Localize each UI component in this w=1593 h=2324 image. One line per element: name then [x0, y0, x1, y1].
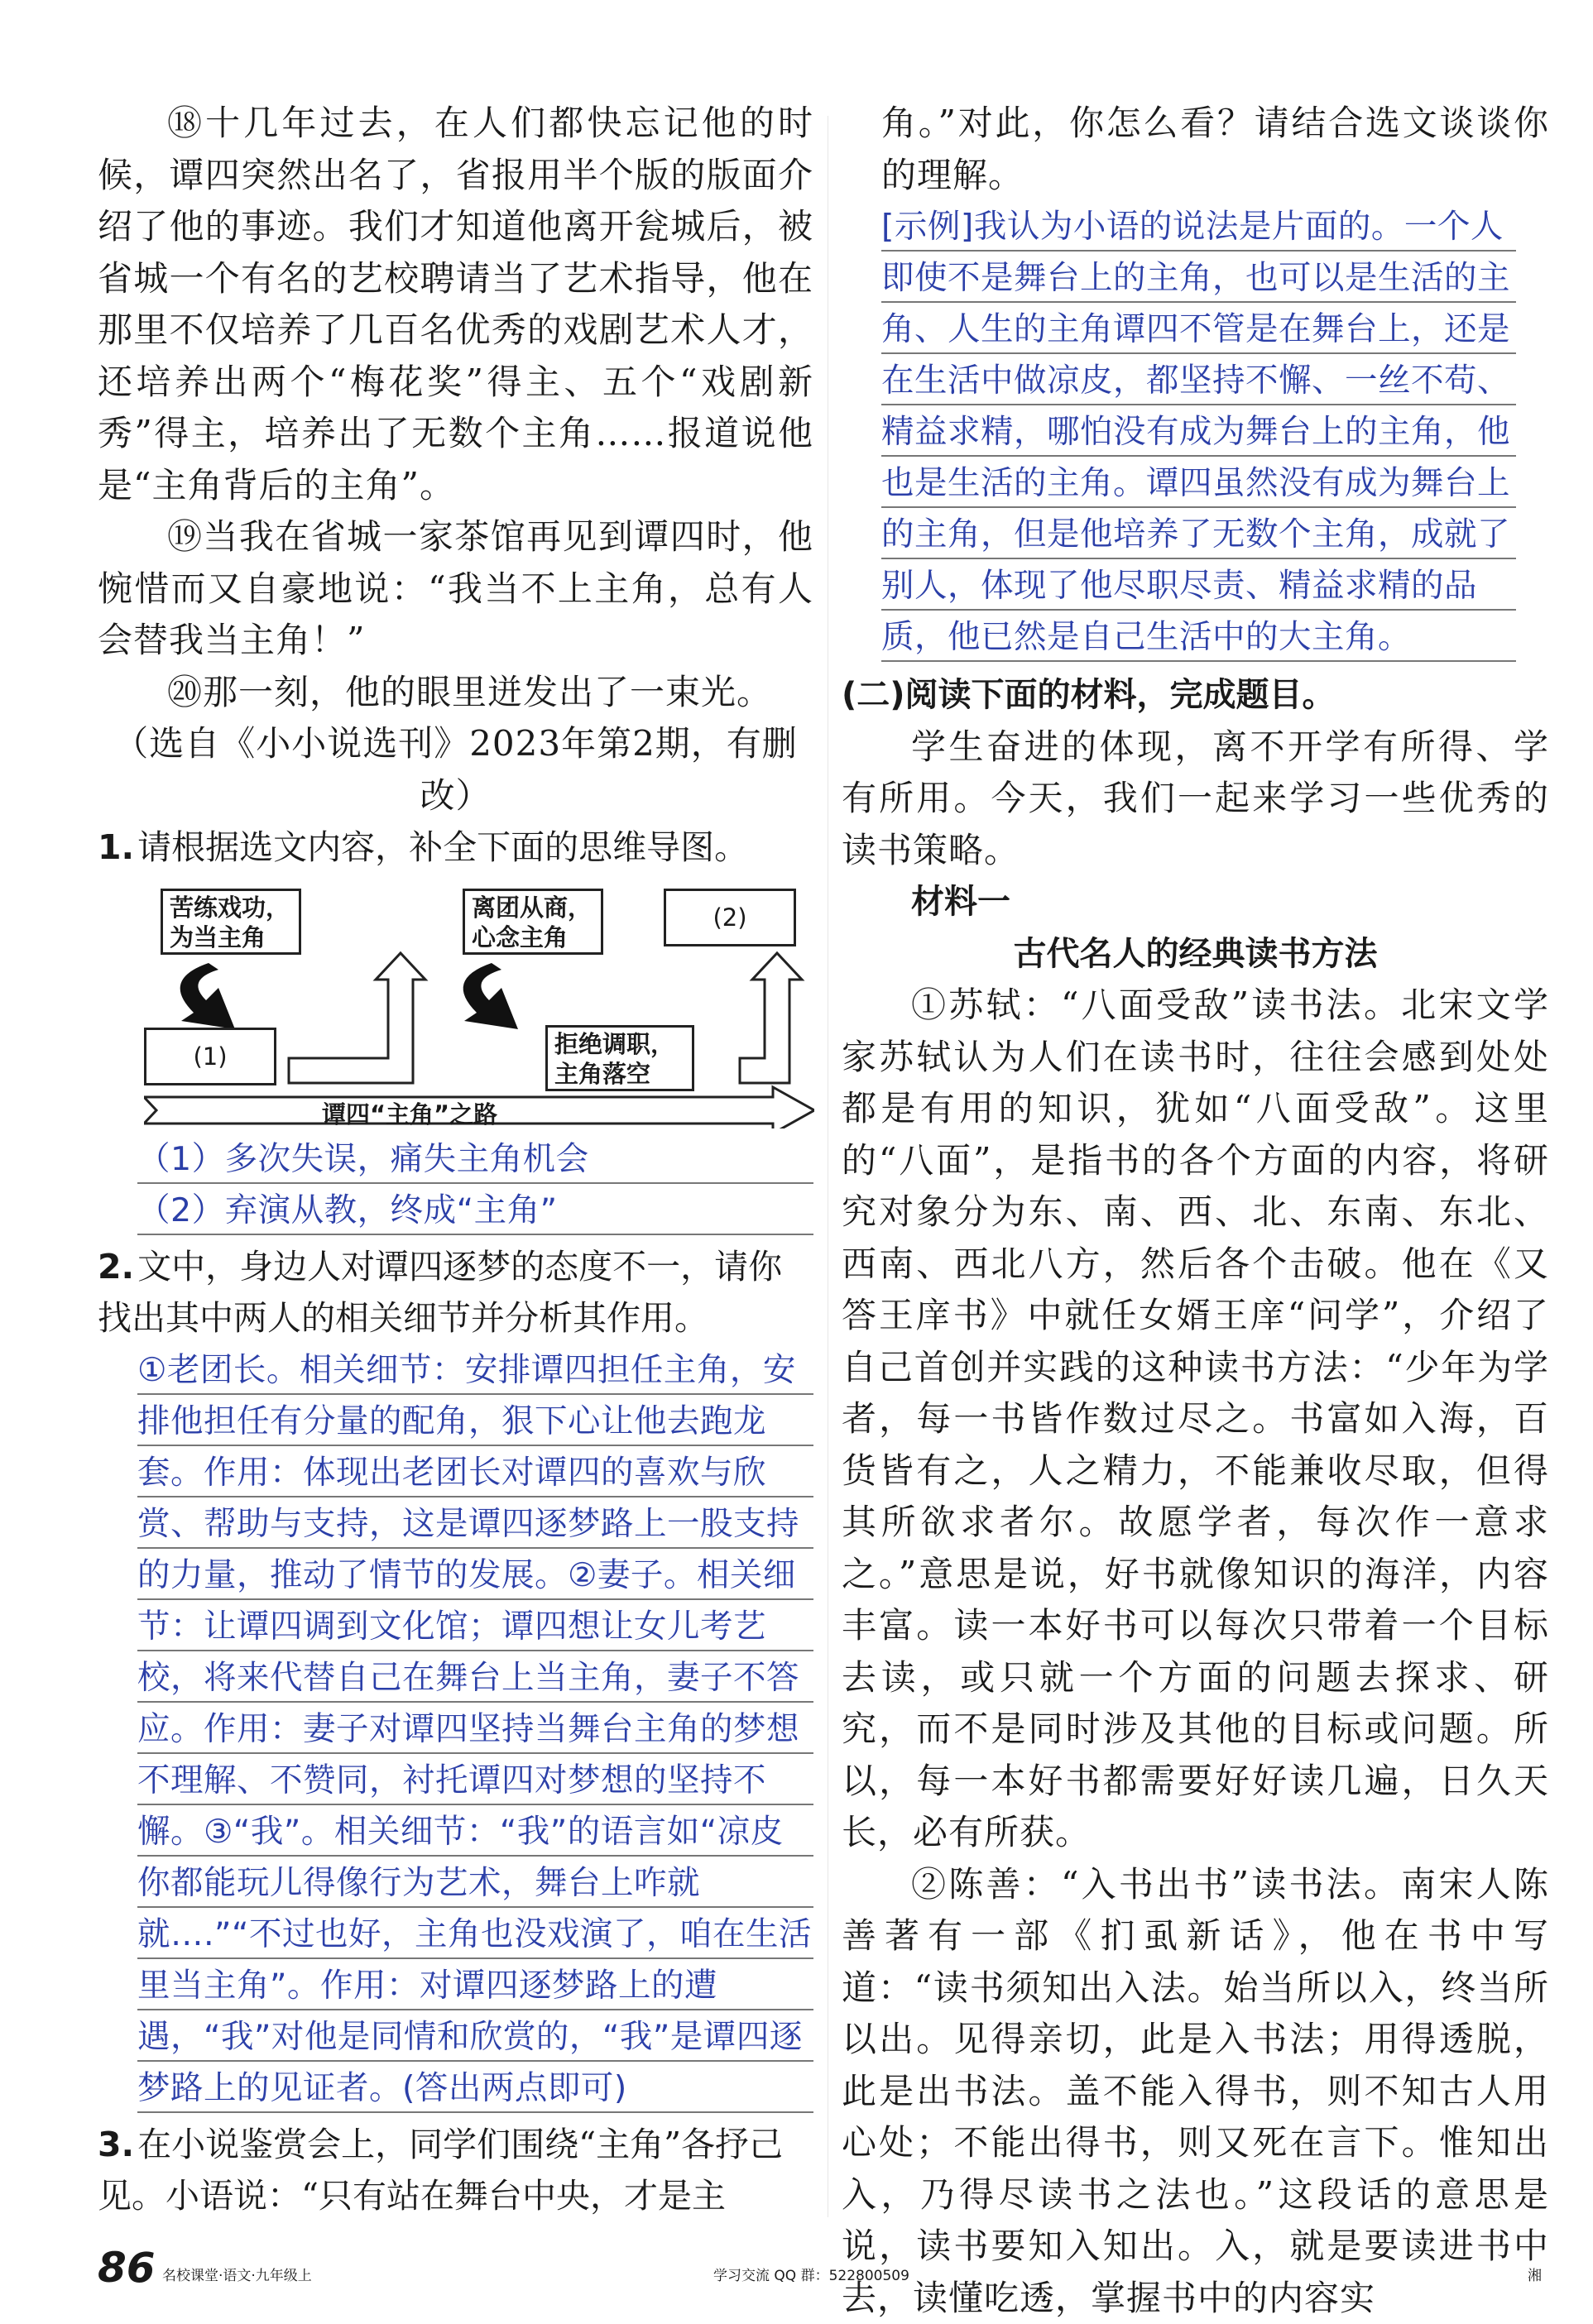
curve-arrow-2 — [463, 963, 518, 1029]
box-practice: 苦练戏功，为当主角 — [161, 889, 301, 955]
material-label: 材料一 — [911, 876, 1549, 928]
paragraph-18: ⑱十几年过去，在人们都快忘记他的时候，谭四突然出名了，省报用半个版的版面介绍了他的事迹。我们才知道他离开瓮城后，被省城一个有名的艺校聘请当了艺术指导，他在那里不仅培养了几百名优秀的戏剧艺术人才，还培养出两个“梅花奖”得主、五个“戏剧新秀”得主，培养出了无数个主角……报道说他是“主角背后的主角”。 — [98, 98, 813, 511]
question-2: 2.文中，身边人对谭四逐梦的态度不一，请你找出其中两人的相关细节并分析其作用。 — [98, 1241, 813, 1344]
question-3-continued: 角。”对此，你怎么看？请结合选文谈谈你的理解。 — [881, 98, 1549, 201]
qq-group: 学习交流 QQ 群：522800509 — [713, 2264, 909, 2284]
box-refuse: 拒绝调职，主角落空 — [545, 1025, 694, 1091]
page-number: 86 — [98, 2244, 156, 2292]
mind-map — [144, 880, 814, 1128]
answer-3: [示例]我认为小语的说法是片面的。一个人即使不是舞台上的主角，也可以是生活的主角、人生的主角谭四不管是在舞台上，还是在生活中做凉皮，都坚持不懈、一丝不苟、精益求精，哪怕没有成为舞台上的主角，他也是生活的主角。谭四虽然没有成为舞台上的主角，但是他培养了无数个主角，成就了别人，体现了他尽职尽责、精益求精的品质，他已然是自己生活中的大主角。 — [881, 201, 1516, 663]
question-1: 1.请根据选文内容，补全下面的思维导图。 — [98, 822, 813, 874]
box-blank-1: (1) — [144, 1028, 276, 1085]
source-citation: （选自《小小说选刊》2023年第2期，有删改） — [98, 718, 813, 822]
section-2-heading: (二)阅读下面的材料，完成题目。 — [842, 669, 1549, 721]
up-arrow-1 — [289, 953, 425, 1083]
book-title: 名校课堂·语文·九年级上 — [162, 2264, 312, 2284]
intro-paragraph: 学生奋进的体现，离不开学有所得、学有所用。今天，我们一起来学习一些优秀的读书策略。 — [842, 721, 1549, 877]
material-title: 古代名人的经典读书方法 — [842, 928, 1549, 980]
paragraph-19: ⑲当我在省城一家茶馆再见到谭四时，他惋惜而又自豪地说：“我当不上主角，总有人会替我当主角！” — [98, 511, 813, 667]
up-arrow-2 — [740, 953, 802, 1083]
road-label: 谭四“主角”之路 — [322, 1096, 497, 1130]
curve-arrow-1 — [180, 963, 235, 1029]
answer-2: ①老团长。相关细节：安排谭四担任主角，安排他担任有分量的配角，狠下心让他去跑龙套。作用：体现出老团长对谭四的喜欢与欣赏、帮助与支持，这是谭四逐梦路上一股支持的力量，推动了情节的发展。②妻子。相关细节：让谭四调到文化馆；谭四想让女儿考艺校，将来代替自己在舞台上当主角，妻子不答应。作用：妻子对谭四坚持当舞台主角的梦想不理解、不赞同，衬托谭四对梦想的坚持不懈。③“我”。相关细节：“我”的语言如“凉皮你都能玩儿得像行为艺术，舞台上咋就就….”“不过也好，主角也没戏演了，咱在生活里当主角”。作用：对谭四逐梦路上的遭遇，“我”对他是同情和欣赏的，“我”是谭四逐梦路上的见证者。(答出两点即可) — [137, 1344, 813, 2114]
region-mark: 湘 — [1528, 2264, 1542, 2284]
answer-1-1: （1）多次失误，痛失主角机会 — [137, 1133, 813, 1185]
paragraph-20: ⑳那一刻，他的眼里迸发出了一束光。 — [98, 667, 813, 719]
left-column — [98, 98, 813, 2222]
page-footer — [0, 2244, 1593, 2293]
box-business: 离团从商，心念主角 — [463, 889, 603, 955]
answer-1-2: （2）弃演从教，终成“主角” — [137, 1185, 813, 1236]
question-3: 3.在小说鉴赏会上，同学们围绕“主角”各抒己见。小语说：“只有站在舞台中央，才是主 — [98, 2119, 813, 2222]
material-paragraph-2: ②陈善：“入书出书”读书法。南宋人陈善著有一部《扪虱新话》，他在书中写道：“读书须知出入法。始当所以入，终当所以出。见得亲切，此是入书法；用得透脱，此是出书法。盖不能入得书，则不知古人用心处；不能出得书，则又死在言下。惟知出入，乃得尽读书之法也。”这段话的意思是说，读书要知入知出。入，就是要读进书中去，读懂吃透，掌握书中的内容实 — [842, 1859, 1549, 2324]
material-paragraph-1: ①苏轼：“八面受敌”读书法。北宋文学家苏轼认为人们在读书时，往往会感到处处都是有用的知识，犹如“八面受敌”。这里的“八面”，是指书的各个方面的内容，将研究对象分为东、南、西、北、东南、东北、西南、西北八方，然后各个击破。他在《又答王庠书》中就任女婿王庠“问学”，介绍了自己首创并实践的这种读书方法：“少年为学者，每一书皆作数过尽之。书富如入海，百货皆有之，人之精力，不能兼收尽取，但得其所欲求者尔。故愿学者，每次作一意求之。”意思是说，好书就像知识的海洋，内容丰富。读一本好书可以每次只带着一个目标去读，或只就一个方面的问题去探求、研究，而不是同时涉及其他的目标或问题。所以，每一本好书都需要好好读几遍，日久天长，必有所获。 — [842, 980, 1549, 1859]
right-column — [842, 98, 1549, 2324]
box-blank-2: (2) — [664, 889, 796, 946]
